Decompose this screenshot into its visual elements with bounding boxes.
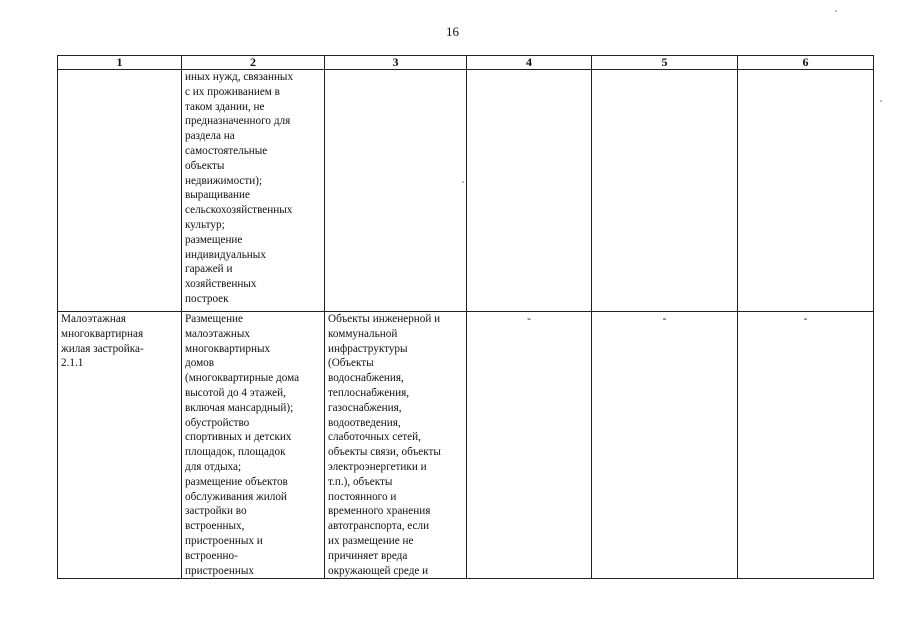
document-table <box>57 55 874 579</box>
cell-text-line: пристроенных и <box>185 534 263 547</box>
cell-text-line: 2.1.1 <box>61 357 84 370</box>
cell-text-line: размещение <box>185 233 243 246</box>
cell-text-line: объекты связи, объекты <box>328 446 441 459</box>
cell-land-use-description <box>182 312 325 579</box>
cell-text-line: многоквартирная <box>61 327 144 340</box>
cell-text-line: пристроенных <box>185 564 254 577</box>
cell-text-line: коммунальной <box>328 327 398 340</box>
header-cell-1: 1 <box>58 56 182 70</box>
table-row <box>58 312 874 579</box>
cell-col4 <box>467 70 592 312</box>
scan-artifact <box>835 10 837 12</box>
cell-text-line: Малоэтажная <box>61 313 126 325</box>
cell-text-line: временного хранения <box>328 505 431 518</box>
cell-col5 <box>592 70 738 312</box>
header-cell-6: 6 <box>738 56 874 70</box>
cell-text-line: выращивание <box>185 189 250 202</box>
cell-text-line: электроэнергетики и <box>328 460 427 473</box>
cell-text-line: слаботочных сетей, <box>328 431 421 444</box>
cell-land-use-name <box>58 70 182 312</box>
cell-text-line: спортивных и детских <box>185 431 292 444</box>
cell-text-line: самостоятельные <box>185 144 268 157</box>
cell-text-line: с их проживанием в <box>185 85 280 98</box>
header-cell-4: 4 <box>467 56 592 70</box>
cell-text-line: включая мансардный); <box>185 401 294 414</box>
cell-text-line: площадок, площадок <box>185 446 286 459</box>
cell-col6: - <box>738 312 874 579</box>
cell-col4: - <box>467 312 592 579</box>
cell-text-line: для отдыха; <box>185 460 242 473</box>
cell-text-line: обслуживания жилой <box>185 490 287 503</box>
cell-text-line: окружающей среде и <box>328 564 429 577</box>
cell-text-line: таком здании, не <box>185 100 265 113</box>
cell-text-line: сельскохозяйственных <box>185 204 293 217</box>
cell-auxiliary-uses <box>325 70 467 312</box>
cell-text-line: обустройство <box>185 416 250 429</box>
scan-artifact <box>462 181 464 183</box>
cell-text-line: их размещение не <box>328 534 414 547</box>
cell-text-line: домов <box>185 357 215 370</box>
cell-text-line: культур; <box>185 218 225 231</box>
cell-text-line: встроенно- <box>185 549 238 562</box>
header-cell-3: 3 <box>325 56 467 70</box>
cell-text-line: водоотведения, <box>328 416 401 429</box>
cell-text-line: недвижимости); <box>185 174 263 187</box>
cell-text-line: Объекты инженерной и <box>328 313 441 325</box>
cell-text-line: (многоквартирные дома <box>185 372 300 385</box>
cell-text-line: иных нужд, связанных <box>185 71 294 83</box>
cell-text-line: хозяйственных <box>185 278 257 291</box>
cell-text-line: теплоснабжения, <box>328 386 410 399</box>
header-cell-2: 2 <box>182 56 325 70</box>
cell-text-line: т.п.), объекты <box>328 475 393 488</box>
cell-text-line: газоснабжения, <box>328 401 402 414</box>
cell-text-line: водоснабжения, <box>328 372 404 385</box>
cell-text-line: Размещение <box>185 313 244 325</box>
cell-col5: - <box>592 312 738 579</box>
cell-col6 <box>738 70 874 312</box>
cell-text-line: инфраструктуры <box>328 342 408 355</box>
table-row <box>58 70 874 312</box>
header-row <box>58 56 874 70</box>
scan-artifact <box>880 100 882 102</box>
cell-text-line: индивидуальных <box>185 248 266 261</box>
cell-text-line: малоэтажных <box>185 327 251 340</box>
cell-land-use-description <box>182 70 325 312</box>
cell-text-line: раздела на <box>185 130 235 143</box>
cell-text-line: причиняет вреда <box>328 549 408 562</box>
cell-text-line: застройки во <box>185 505 247 518</box>
cell-text-line: высотой до 4 этажей, <box>185 386 286 399</box>
cell-text-line: постоянного и <box>328 490 397 503</box>
cell-text-line: многоквартирных <box>185 342 271 355</box>
cell-text-line: размещение объектов <box>185 475 288 488</box>
cell-text-line: построек <box>185 292 229 305</box>
cell-text-line: гаражей и <box>185 263 233 276</box>
cell-text-line: встроенных, <box>185 520 245 533</box>
cell-land-use-name <box>58 312 182 579</box>
cell-text-line: жилая застройка- <box>61 342 144 355</box>
cell-text-line: (Объекты <box>328 357 374 370</box>
cell-text-line: автотранспорта, если <box>328 520 430 533</box>
header-cell-5: 5 <box>592 56 738 70</box>
cell-text-line: объекты <box>185 159 225 172</box>
cell-text-line: предназначенного для <box>185 115 291 128</box>
cell-auxiliary-uses <box>325 312 467 579</box>
page-number: 16 <box>446 24 459 39</box>
